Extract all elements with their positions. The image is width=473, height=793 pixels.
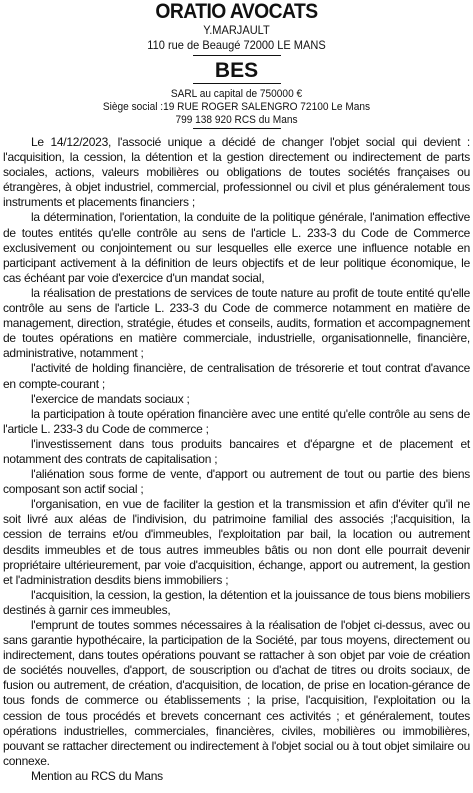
paragraph: l'organisation, en vue de faciliter la gestion et la transmission et afin d'éviter qu'il ne soit livré aux aléas de l'indivision, du patrimoine familial des associés ;l'acquisition, la cession de terrains et/ou d'immeubles, l'exploitation par bail, la location ou autrement desdits immeubles et de tous autres immeubles bâtis ou non dont elle pourrait devenir propriétaire ultérieurement, par voie d'acquisition, échange, apport ou autrement, la gestion et l'administration desdits biens immobiliers ; [3, 497, 470, 587]
paragraph: la détermination, l'orientation, la conduite de la politique générale, l'animation effective de toutes entités qu'elle contrôle au sens de l'article L. 233-3 du Code de Commerce exclusivement ou conjointement ou sur lesquelles elle exerce une influence notable en participant activement à la définition de leurs objectifs et de leur politique économique, le cas échéant par voie d'exercice d'un mandat social, [3, 210, 470, 285]
paragraph: Le 14/12/2023, l'associé unique a décidé de changer l'objet social qui devient : l'acquisition, la cession, la détention et la gestion directement ou indirectement de parts sociales, actions, valeurs mobilières ou obligations de toutes sociétés françaises ou étrangères, à objet industriel, commercial, professionnel ou civil et plus généralement tous instruments et placements financiers ; [3, 135, 470, 210]
paragraph: l'emprunt de toutes sommes nécessaires à la réalisation de l'objet ci-dessus, avec ou sans garantie hypothécaire, la participation de la Société, par tous moyens, directement ou indirectement, dans toutes opérations pouvant se rattacher à son objet par voie de création de sociétés nouvelles, d'apport, de souscription ou d'achat de titres ou droits sociaux, de fusion ou autrement, de création, d'acquisition, de location, de prise en location-gérance de tous fonds de commerce ou établissements ; la prise, l'acquisition, l'exploitation ou la cession de tous procédés et brevets concernant ces activités ; et généralement, toutes opérations industrielles, commerciales, financières, civiles, mobilières ou immobilières, pouvant se rattacher directement ou indirectement à l'objet social ou à tout objet similaire ou connexe. [3, 618, 470, 768]
divider [193, 83, 281, 84]
divider [193, 55, 281, 56]
legal-notice [0, 1, 473, 793]
firm-address: 110 rue de Beaugé 72000 LE MANS [147, 38, 326, 52]
company-capital: SARL au capital de 750000 € [170, 88, 303, 100]
notice-body [3, 135, 470, 784]
company-siege: Siège social :19 RUE ROGER SALENGRO 72100 Le Mans [102, 101, 371, 113]
paragraph: la réalisation de prestations de services de toute nature au profit de toute entité qu'elle contrôle au sens de l'article L. 233-3 du Code de commerce notamment en matière de management, direction, stratégie, études et conseils, audits, formation et accompagnement de toutes opérations en matière commerciale, industrielle, organisationnelle, financière, administrative, notamment ; [3, 285, 470, 361]
rcs-mention: Mention au RCS du Mans [31, 768, 163, 783]
paragraph: la participation à toute opération financière avec une entité qu'elle contrôle au sens de l'article L. 233-3 du Code de commerce ; [3, 406, 470, 436]
paragraph: l'acquisition, la cession, la gestion, la détention et la jouissance de tous biens mobiliers destinés à garnir ces immeubles, [3, 587, 470, 617]
lawyer-name: Y.MARJAULT [203, 23, 270, 37]
firm-name: ORATIO AVOCATS [155, 0, 318, 23]
paragraph: l'aliénation sous forme de vente, d'apport ou autrement de tout ou partie des biens composant son actif social ; [3, 467, 470, 497]
paragraph: l'investissement dans tous produits bancaires et d'épargne et de placement et notamment des contrats de capitalisation ; [3, 436, 470, 466]
paragraph: l'activité de holding financière, de centralisation de trésorerie et tout contrat d'avance en compte-courant ; [3, 361, 470, 391]
paragraph: l'exercice de mandats sociaux ; [31, 391, 190, 406]
company-name: BES [214, 59, 259, 82]
company-rcs: 799 138 920 RCS du Mans [175, 114, 298, 126]
divider [193, 128, 281, 129]
